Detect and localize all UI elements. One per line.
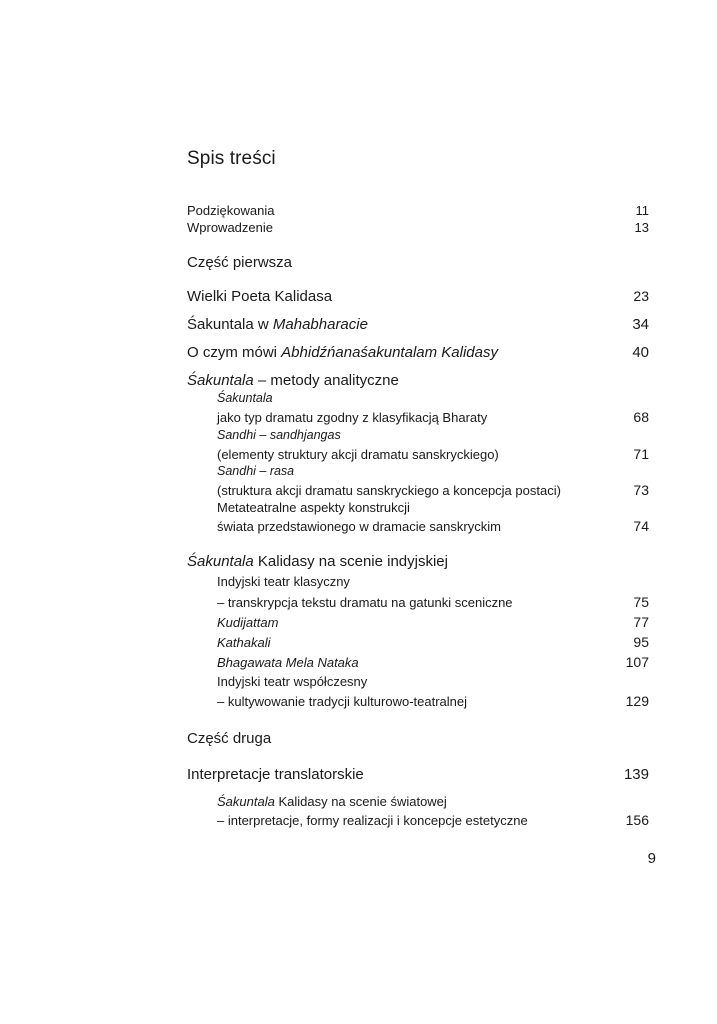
toc-entry-label: jako typ dramatu zgodny z klasyfikacją Bharaty xyxy=(217,410,488,425)
toc-entry-page: 77 xyxy=(633,614,649,630)
toc-entry-label: świata przedstawionego w dramacie sanskryckim xyxy=(217,519,501,534)
toc-entry-page: 75 xyxy=(633,594,649,610)
toc-entry-scena-indyjska xyxy=(187,553,649,570)
toc-entry-page: 23 xyxy=(633,288,649,304)
toc-entry-label: Kudijattam xyxy=(217,615,279,630)
toc-entry-label: (struktura akcji dramatu sanskryckiego a koncepcja postaci) xyxy=(217,483,561,498)
toc-part-heading xyxy=(187,254,649,271)
toc-entry-page: 129 xyxy=(625,693,649,709)
toc-entry-page: 34 xyxy=(632,316,649,333)
toc-entry-page: 74 xyxy=(633,518,649,534)
toc-part-label: Część pierwsza xyxy=(187,254,293,271)
toc-entry-page: 11 xyxy=(635,203,649,218)
page-number: 9 xyxy=(647,850,656,867)
toc-entry-page: 68 xyxy=(633,409,649,425)
toc-entry-label: – interpretacje, formy realizacji i koncepcje estetyczne xyxy=(217,813,528,828)
toc-entry-label: – kultywowanie tradycji kulturowo-teatralnej xyxy=(217,694,468,709)
toc-part-label: Część druga xyxy=(187,730,272,747)
toc-subentry-line1: Sandhi – sandhjangas xyxy=(217,428,341,442)
toc-entry-label: (elementy struktury akcji dramatu sanskryckiego) xyxy=(217,447,499,462)
toc-subentry-interpretacje-formy xyxy=(217,812,649,828)
toc-entry-o-czym-mowi xyxy=(187,344,649,361)
toc-subentry-transkrypcja xyxy=(217,594,649,610)
toc-entry-label: O czym mówi Abhidźńanaśakuntalam Kalidasy xyxy=(187,344,498,361)
toc-subentry-line1: Metateatralne aspekty konstrukcji xyxy=(217,500,410,515)
toc-entry-page: 73 xyxy=(633,482,649,498)
toc-title: Spis treści xyxy=(187,148,276,169)
toc-subentry-elementy xyxy=(217,446,649,462)
toc-entry-label: Śakuntala – metody analityczne xyxy=(187,372,399,389)
toc-subentry-line1: Indyjski teatr klasyczny xyxy=(217,574,350,589)
toc-entry-label: – transkrypcja tekstu dramatu na gatunki sceniczne xyxy=(217,595,513,610)
toc-entry-wielki-poeta xyxy=(187,288,649,305)
toc-entry-sakuntala-mahabharata xyxy=(187,316,649,333)
toc-entry-podziekowania xyxy=(187,203,649,218)
toc-part-heading xyxy=(187,730,649,747)
toc-entry-page: 107 xyxy=(625,654,649,670)
toc-entry-page: 13 xyxy=(634,220,649,235)
toc-entry-label: Śakuntala Kalidasy na scenie indyjskiej xyxy=(187,553,448,570)
toc-subentry-line1: Śakuntala Kalidasy na scenie światowej xyxy=(217,794,447,809)
toc-entry-label: Interpretacje translatorskie xyxy=(187,766,364,783)
toc-entry-page: 139 xyxy=(623,766,649,783)
toc-subentry-kudijattam xyxy=(217,614,649,630)
toc-subentry-metateatralne xyxy=(217,518,649,534)
toc-subentry-kultywowanie xyxy=(217,693,649,709)
toc-entry-page: 156 xyxy=(625,812,649,828)
toc-entry-interpretacje xyxy=(187,766,649,783)
toc-entry-page: 95 xyxy=(633,634,649,650)
toc-entry-label: Wprowadzenie xyxy=(187,220,273,235)
toc-entry-label: Wielki Poeta Kalidasa xyxy=(187,288,333,305)
toc-subentry-struktura xyxy=(217,482,649,498)
toc-entry-label: Śakuntala w Mahabharacie xyxy=(187,316,368,333)
toc-subentry-line1: Śakuntala xyxy=(217,391,273,405)
toc-entry-page: 71 xyxy=(633,446,649,462)
toc-subentry-line1: Indyjski teatr współczesny xyxy=(217,674,368,689)
toc-entry-label: Bhagawata Mela Nataka xyxy=(217,655,359,670)
toc-subentry-line1: Sandhi – rasa xyxy=(217,464,295,478)
toc-subentry-jako-typ xyxy=(217,409,649,425)
toc-subentry-kathakali xyxy=(217,634,649,650)
toc-entry-label: Kathakali xyxy=(217,635,271,650)
toc-entry-label: Podziękowania xyxy=(187,203,275,218)
toc-entry-metody xyxy=(187,372,649,389)
toc-entry-page: 40 xyxy=(632,344,649,361)
toc-subentry-bhagawata xyxy=(217,654,649,670)
toc-entry-wprowadzenie xyxy=(187,220,649,235)
